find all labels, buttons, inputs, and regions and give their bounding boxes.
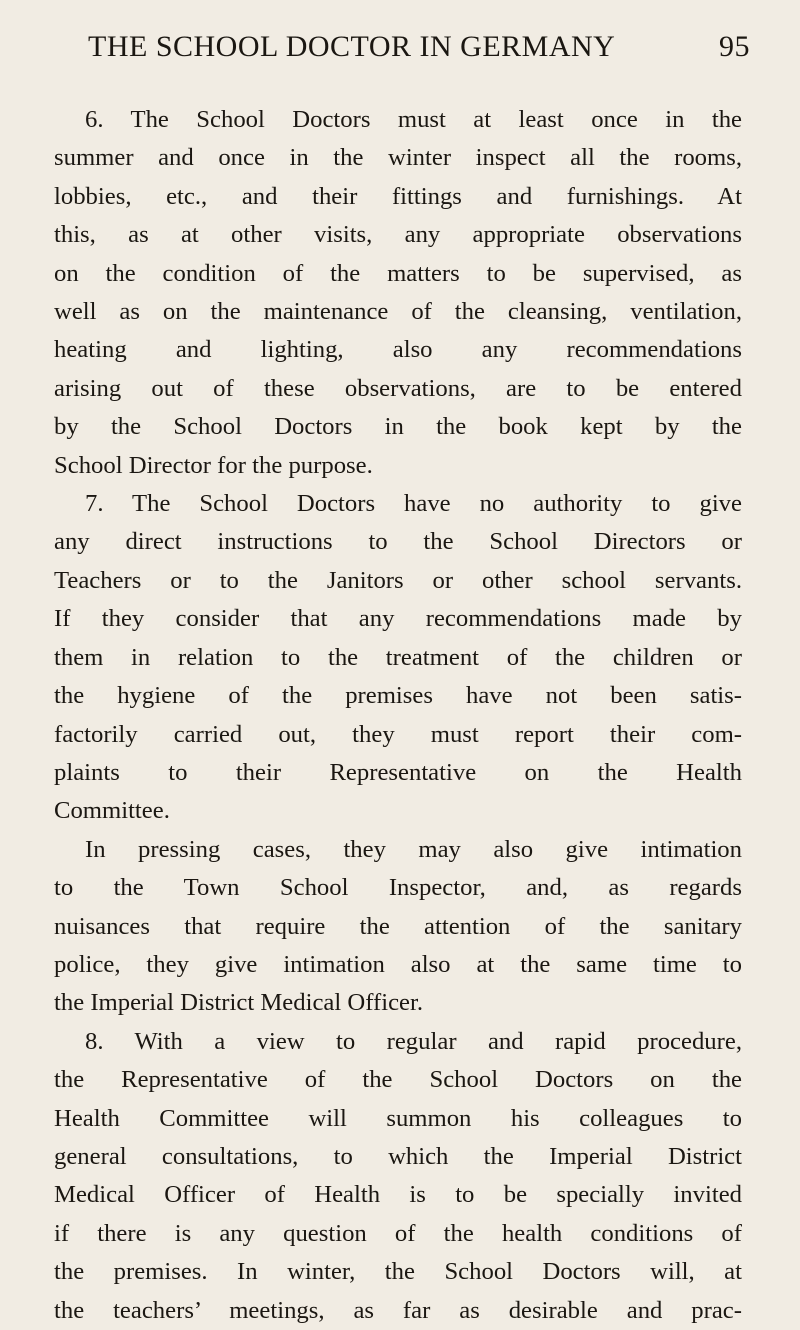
text-line: the Representative of the School Doctors on the <box>54 1066 742 1094</box>
text-line: In pressing cases, they may also give intimation <box>85 835 742 863</box>
text-line: general consultations, to which the Imperial District <box>54 1142 742 1170</box>
text-line: plaints to their Representative on the Health <box>54 758 742 786</box>
body-text <box>54 101 742 1330</box>
text-line: summer and once in the winter inspect all the rooms, <box>54 144 742 172</box>
text-line: heating and lighting, also any recommendations <box>54 336 742 364</box>
paragraph-pressing-cases <box>54 831 742 1023</box>
text-line: the hygiene of the premises have not been satis- <box>54 682 742 710</box>
text-line: Teachers or to the Janitors or other school servants. <box>54 566 742 594</box>
text-line: Committee. <box>54 797 170 825</box>
text-line: 7. The School Doctors have no authority to give <box>85 490 742 518</box>
text-line: the Imperial District Medical Officer. <box>54 989 424 1017</box>
text-line: if there is any question of the health conditions of <box>54 1219 742 1247</box>
text-line: arising out of these observations, are to be entered <box>54 374 742 402</box>
paragraph-6 <box>54 101 742 485</box>
text-line: If they consider that any recommendations made by <box>54 605 742 633</box>
running-head <box>88 30 750 74</box>
page-number: 95 <box>719 30 750 63</box>
text-line: well as on the maintenance of the cleansing, ventilation, <box>54 298 742 326</box>
text-line: the premises. In winter, the School Doctors will, at <box>54 1258 742 1286</box>
text-line: them in relation to the treatment of the children or <box>54 643 742 671</box>
running-title: THE SCHOOL DOCTOR IN GERMANY <box>88 30 616 63</box>
text-line: lobbies, etc., and their fittings and furnishings. At <box>54 182 742 210</box>
text-line: 8. With a view to regular and rapid procedure, <box>85 1027 742 1055</box>
paragraph-7 <box>54 485 742 831</box>
text-line: nuisances that require the attention of the sanitary <box>54 912 742 940</box>
text-line: Medical Officer of Health is to be specially invited <box>54 1181 742 1209</box>
text-line: factorily carried out, they must report their com- <box>54 720 742 748</box>
text-line: any direct instructions to the School Directors or <box>54 528 742 556</box>
text-line: the teachers’ meetings, as far as desirable and prac- <box>54 1296 742 1324</box>
text-line: 6. The School Doctors must at least once in the <box>85 106 742 133</box>
text-line: by the School Doctors in the book kept by the <box>54 413 742 441</box>
text-line: on the condition of the matters to be supervised, as <box>54 259 742 287</box>
text-line: police, they give intimation also at the same time to <box>54 950 742 978</box>
text-line: to the Town School Inspector, and, as regards <box>54 874 742 902</box>
text-line: this, as at other visits, any appropriate observations <box>54 221 742 249</box>
text-line: School Director for the purpose. <box>54 451 373 479</box>
paragraph-8 <box>54 1023 742 1330</box>
text-line: Health Committee will summon his colleagues to <box>54 1104 742 1132</box>
